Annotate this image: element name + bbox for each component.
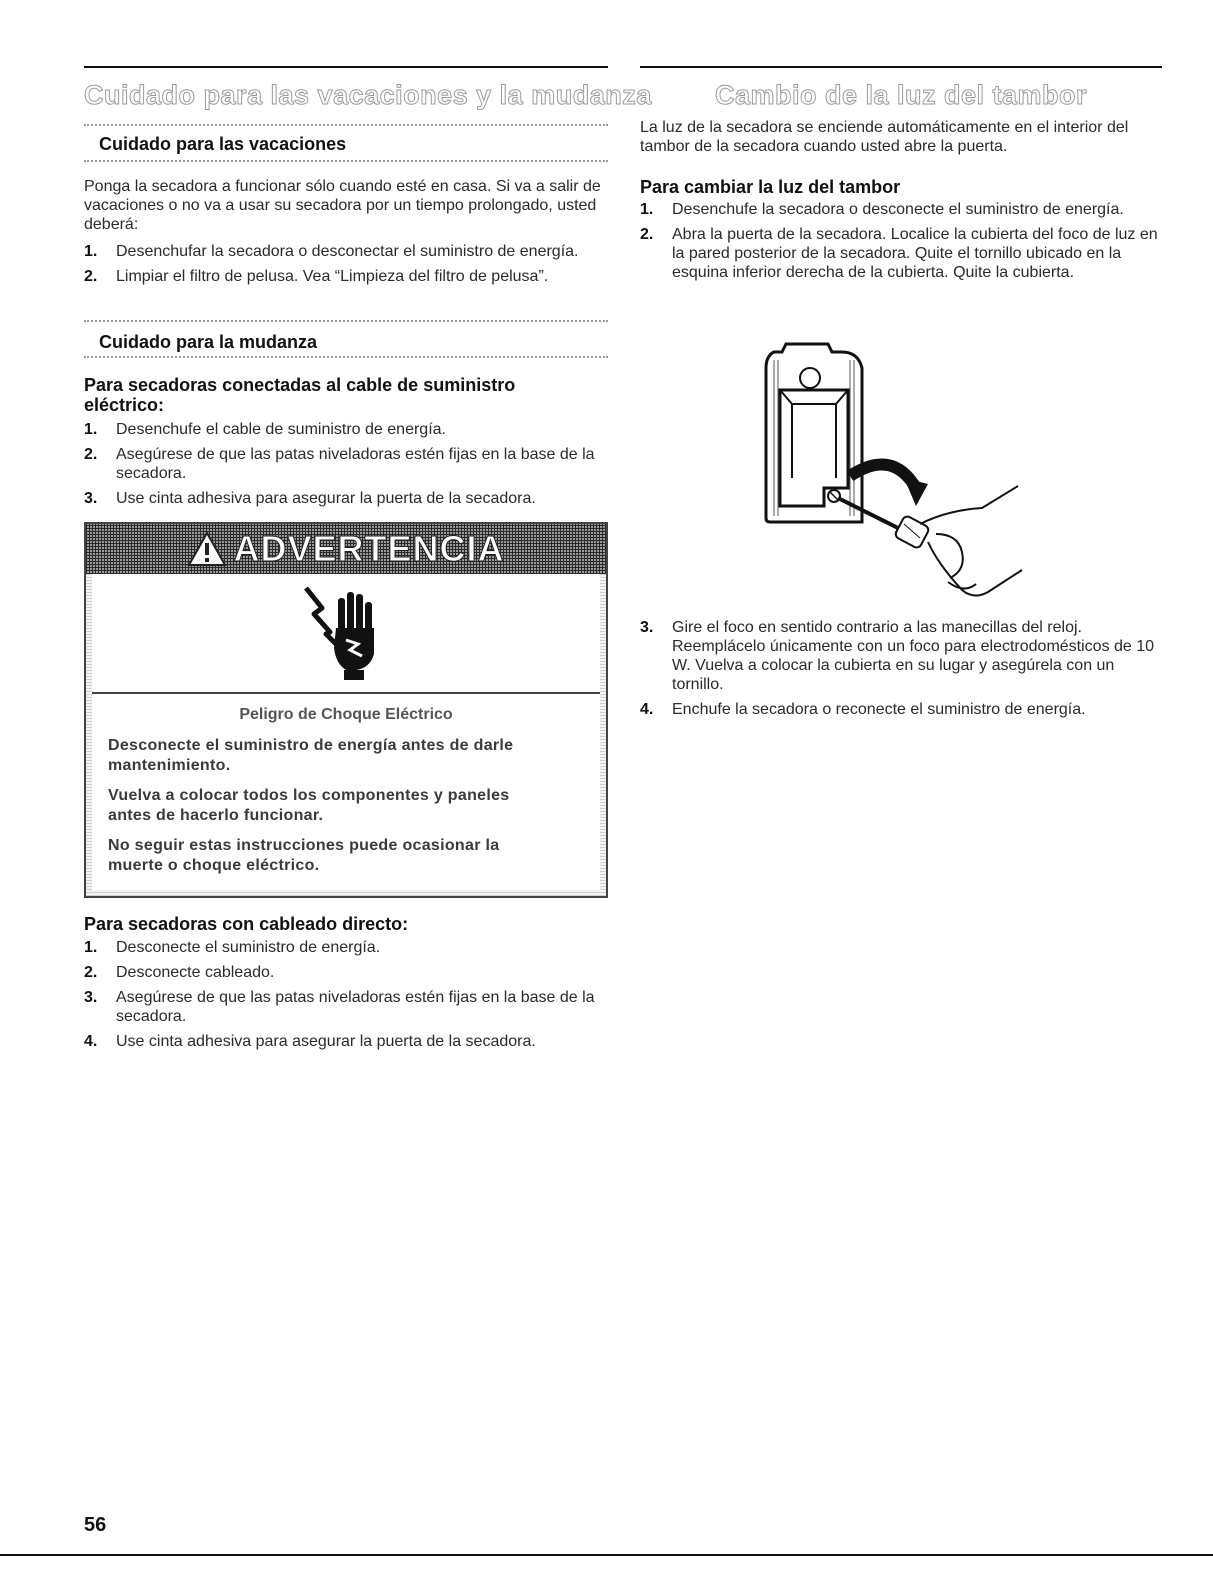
section-title-drum-light: Cambio de la luz del tambor xyxy=(714,80,1088,110)
list-item: 1. Desenchufe el cable de suministro de energía. xyxy=(84,421,446,438)
drum-light-heading: Para cambiar la luz del tambor xyxy=(640,177,901,197)
list-item: 4. Use cinta adhesiva para asegurar la puerta de la secadora. xyxy=(84,1033,536,1050)
cord-heading: Para secadoras conectadas al cable de suministro eléctrico: xyxy=(84,375,516,415)
light-cover-screwdriver-illustration xyxy=(752,338,1052,608)
drum-light-steps-b xyxy=(640,618,1162,725)
drum-light-steps-a xyxy=(640,200,1162,288)
warning-line: Vuelva a colocar todos los componentes y paneles antes de hacerlo funcionar. xyxy=(108,787,510,824)
list-item: 2. Abra la puerta de la secadora. Localice la cubierta del foco de luz en la pared posterior de la secadora. Quite el tornillo ubicado en la esquina inferior derecha de la cubierta. Quite la cubierta. xyxy=(640,226,1158,281)
list-item: 2. Desconecte cableado. xyxy=(84,964,275,981)
subheading-vacation: Cuidado para las vacaciones xyxy=(99,134,347,154)
drum-light-intro: La luz de la secadora se enciende automáticamente en el interior del tambor de la secadora cuando usted abre la puerta. xyxy=(640,119,1129,155)
list-item: 3. Use cinta adhesiva para asegurar la puerta de la secadora. xyxy=(84,490,536,507)
subheading-moving: Cuidado para la mudanza xyxy=(99,332,318,352)
electric-shock-hand-icon xyxy=(300,584,390,684)
warning-text-panel xyxy=(92,694,600,890)
vacation-steps xyxy=(84,242,608,292)
warning-line: Desconecte el suministro de energía antes de darle mantenimiento. xyxy=(108,737,514,774)
vacation-intro: Ponga la secadora a funcionar sólo cuando esté en casa. Si va a salir de vacaciones o no va a usar su secadora por un tiempo prolongado, usted deberá: xyxy=(84,178,601,233)
warning-triangle-icon xyxy=(187,531,227,567)
top-rule xyxy=(640,66,1162,68)
warning-title: Peligro de Choque Eléctrico xyxy=(239,706,453,723)
dotted-rule xyxy=(84,356,608,358)
direct-heading: Para secadoras con cableado directo: xyxy=(84,914,409,934)
top-rule xyxy=(84,66,608,68)
cord-steps xyxy=(84,420,608,514)
section-title-vacation-moving: Cuidado para las vacaciones y la mudanza xyxy=(84,80,652,110)
direct-steps xyxy=(84,938,608,1057)
page-number: 56 xyxy=(84,1514,107,1536)
dotted-rule xyxy=(84,320,608,322)
dotted-rule xyxy=(84,160,608,162)
list-item: 1. Desconecte el suministro de energía. xyxy=(84,939,381,956)
dotted-rule xyxy=(84,124,608,126)
warning-header xyxy=(86,524,606,574)
list-item: 3. Asegúrese de que las patas niveladoras estén fijas en la base de la secadora. xyxy=(84,989,595,1025)
list-item: 3. Gire el foco en sentido contrario a las manecillas del reloj. Reemplácelo únicamente con un foco para electrodomésticos de 10 W. Vuelva a colocar la cubierta en su lugar y asegúrela con un tornillo. xyxy=(640,619,1155,693)
list-item: 4. Enchufe la secadora o reconecte el suministro de energía. xyxy=(640,701,1086,718)
list-item: 1. Desenchufar la secadora o desconectar el suministro de energía. xyxy=(84,243,579,260)
list-item: 2. Limpiar el filtro de pelusa. Vea “Limpieza del filtro de pelusa”. xyxy=(84,268,549,285)
warning-icon-panel xyxy=(92,574,600,694)
warning-header-text: ADVERTENCIA xyxy=(233,528,505,569)
warning-line: No seguir estas instrucciones puede ocasionar la muerte o choque eléctrico. xyxy=(108,837,500,874)
list-item: 1. Desenchufe la secadora o desconecte el suministro de energía. xyxy=(640,201,1124,218)
warning-box xyxy=(84,522,608,898)
bottom-rule xyxy=(0,1554,1213,1556)
right-column xyxy=(640,0,1162,760)
list-item: 2. Asegúrese de que las patas niveladoras estén fijas en la base de la secadora. xyxy=(84,446,595,482)
left-column xyxy=(84,0,652,1100)
